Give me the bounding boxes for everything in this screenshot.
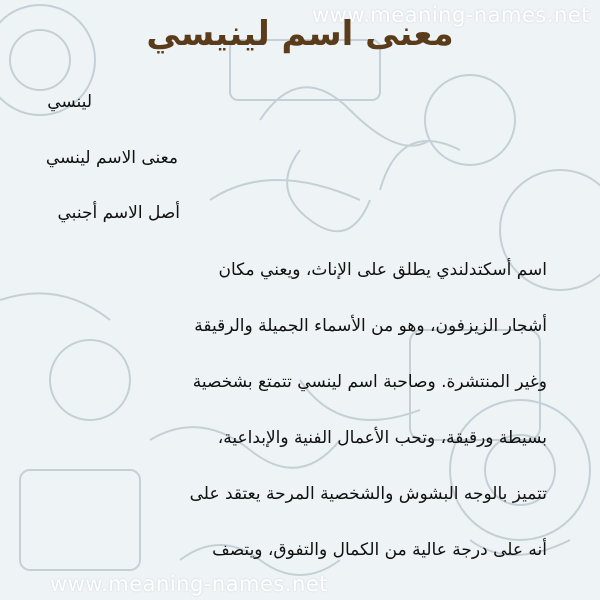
meaning-line: معنى الاسم لينسي: [45, 148, 178, 168]
description-line: بسيطة ورقيقة، وتحب الأعمال الفنية والإبداعية،: [217, 428, 547, 448]
description-line: أنه على درجة عالية من الكمال والتفوق، ويتصف: [212, 540, 547, 560]
description-line: وغير المنتشرة. وصاحبة اسم لينسي تتمتع بشخصية: [192, 372, 547, 392]
watermark-bottom: www.meaning-names.net: [50, 572, 329, 596]
description-line: اسم أسكتدلندي يطلق على الإناث، ويعني مكان: [218, 260, 547, 280]
origin-line: أصل الاسم أجنبي: [57, 203, 180, 223]
page-title: معنى اسم لينيسي: [146, 14, 454, 54]
watermark-top: www.meaning-names.net: [311, 3, 590, 27]
name-line: لينسي: [47, 92, 92, 112]
description-line: تتميز بالوجه البشوش والشخصية المرحة يعتقد على: [189, 484, 547, 504]
description-line: أشجار الزيزفون، وهو من الأسماء الجميلة والرقيقة: [194, 316, 547, 336]
